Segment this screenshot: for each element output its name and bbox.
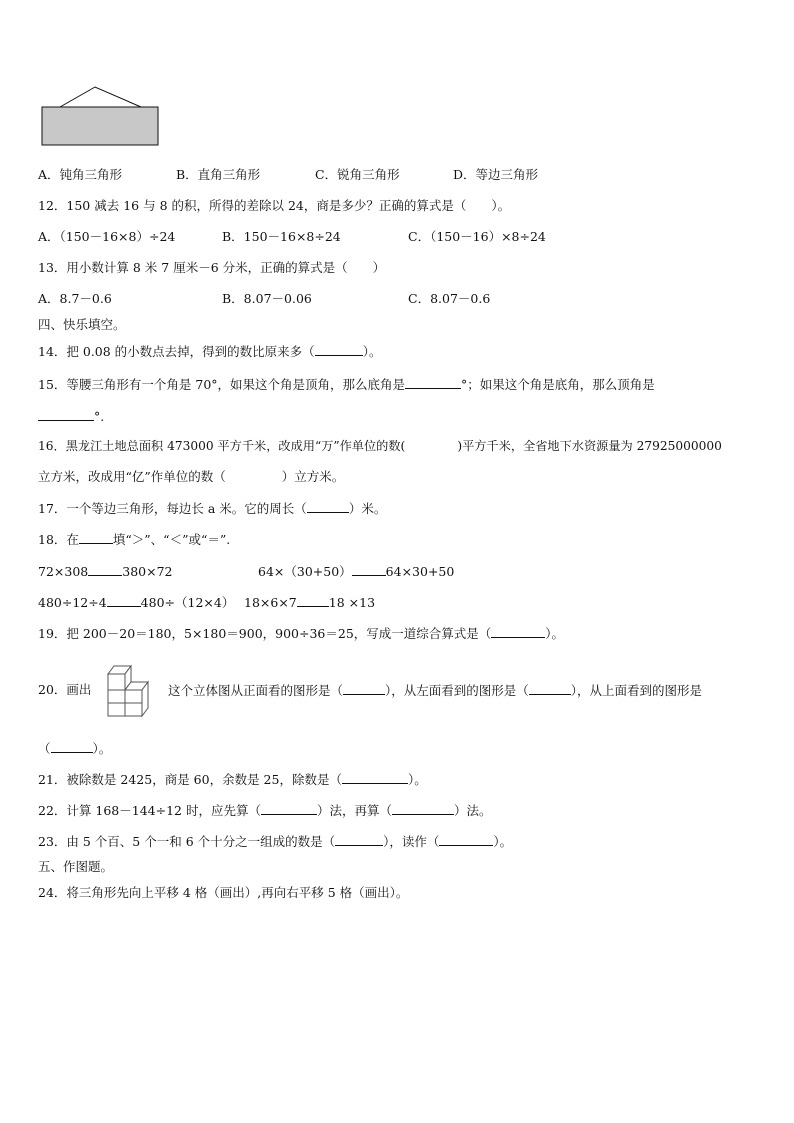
cube-stack-figure	[104, 662, 156, 718]
triangle-outline	[60, 87, 141, 107]
q16-text-d: ）立方米。	[281, 469, 345, 484]
q20-question-line1	[168, 682, 702, 699]
q17-blank[interactable]	[307, 500, 349, 513]
q13-option-a: A．8.7－0.6	[38, 291, 112, 306]
q12-question: 12．150 减去 16 与 8 的积，所得的差除以 24，商是多少？正确的算式是（ ）。	[38, 198, 511, 213]
q16-question-line2	[38, 469, 344, 485]
q15-text-c: °.	[94, 409, 105, 424]
q16-question-line1	[38, 438, 722, 454]
q20-paren-open: （	[38, 741, 51, 756]
q16-text-c: 立方米，改成用“亿”作单位的数（	[38, 469, 226, 484]
q13-question: 13．用小数计算 8 米 7 厘米－6 分米，正确的算式是（ ）	[38, 260, 386, 275]
q20-text-b: 这个立体图从正面看的图形是（	[168, 683, 344, 698]
q23-question	[38, 833, 512, 850]
q12-option-c: C．（150－16）×8÷24	[408, 229, 546, 244]
q12-option-b: B．150－16×8÷24	[222, 229, 341, 244]
q13-option-c: C．8.07－0.6	[408, 291, 491, 306]
q15-text-a: 15．等腰三角形有一个角是 70°，如果这个角是顶角，那么底角是	[38, 377, 406, 392]
q18-blank-3[interactable]	[107, 594, 141, 607]
q19-text-b: ）。	[545, 626, 565, 641]
q18-expr-2b: 480÷（12×4）	[140, 595, 235, 610]
q15-blank-2[interactable]	[38, 408, 94, 421]
q18-question	[38, 531, 230, 548]
q11-option-d: D．等边三角形	[453, 167, 539, 182]
q20-question-line2	[38, 740, 111, 757]
q20-text-d: ），从上面看到的图形是	[570, 683, 703, 698]
q14-question	[38, 343, 381, 360]
q18-expr-2a: 480÷12÷4	[38, 595, 107, 610]
q19-question	[38, 625, 564, 642]
q20-blank-left[interactable]	[529, 682, 571, 695]
q18-blank-example	[79, 531, 113, 544]
q15-text-b: °；如果这个角是底角，那么顶角是	[461, 377, 655, 392]
q23-text-c: ）。	[493, 834, 513, 849]
q18-expr-1b: 380×72	[122, 564, 173, 579]
q18-expr-1c: 64×（30+50）	[258, 564, 352, 579]
q23-blank-1[interactable]	[335, 833, 383, 846]
q18-text-a: 18．在	[38, 532, 79, 547]
triangle-rectangle-figure	[38, 84, 162, 150]
q18-expr-2c: 18×6×7	[244, 595, 297, 610]
q17-text-b: ）米。	[348, 501, 387, 516]
q18-blank-4[interactable]	[297, 594, 329, 607]
q21-question	[38, 771, 427, 788]
gray-rectangle	[42, 107, 158, 145]
q24-question: 24．将三角形先向上平移 4 格（画出）,再向右平移 5 格（画出）。	[38, 885, 409, 900]
q21-blank[interactable]	[342, 771, 408, 784]
q11-option-c: C．锐角三角形	[315, 167, 400, 182]
q23-text-b: ），读作（	[383, 834, 440, 849]
q22-question	[38, 802, 491, 819]
q22-blank-1[interactable]	[261, 802, 317, 815]
q18-expr-2d: 18 ×13	[328, 595, 376, 610]
q18-row2-right	[244, 594, 375, 611]
q23-blank-2[interactable]	[439, 833, 493, 846]
q22-text-c: ）法。	[453, 803, 492, 818]
q22-blank-2[interactable]	[392, 802, 454, 815]
q12-option-a: A．（150－16×8）÷24	[38, 229, 176, 244]
q18-row2-left	[38, 594, 234, 611]
q14-text-b: ）。	[362, 344, 382, 359]
q16-text-a: 16．黑龙江土地总面积 473000 平方千米，改成用“万”作单位的数(	[38, 439, 406, 453]
q18-text-b: 填“＞”、“＜”或“＝”.	[112, 532, 231, 547]
q19-text-a: 19．把 200－20＝180，5×180＝900，900÷36＝25，写成一道综合算式是（	[38, 626, 492, 641]
q13-option-b: B．8.07－0.06	[222, 291, 312, 306]
q20-blank-front[interactable]	[343, 682, 385, 695]
q14-blank[interactable]	[315, 343, 363, 356]
section-4-heading: 四、快乐填空。	[38, 317, 126, 332]
q23-text-a: 23．由 5 个百、5 个一和 6 个十分之一组成的数是（	[38, 834, 336, 849]
q17-text-a: 17．一个等边三角形，每边长 a 米。它的周长（	[38, 501, 307, 516]
q22-text-a: 22．计算 168－144÷12 时，应先算（	[38, 803, 261, 818]
q14-text-a: 14．把 0.08 的小数点去掉，得到的数比原来多（	[38, 344, 315, 359]
q11-option-b: B．直角三角形	[176, 167, 261, 182]
q22-text-b: ）法，再算（	[316, 803, 392, 818]
section-5-heading: 五、作图题。	[38, 859, 114, 874]
q20-text-c: ），从左面看到的图形是（	[385, 683, 529, 698]
q20-paren-close: ）。	[92, 741, 112, 756]
q19-blank[interactable]	[491, 625, 545, 638]
q21-text-b: ）。	[407, 772, 427, 787]
q11-option-a: A．钝角三角形	[38, 167, 123, 182]
q20-blank-top[interactable]	[51, 740, 93, 753]
q15-question-line1	[38, 376, 655, 393]
q15-blank-1[interactable]	[405, 376, 461, 389]
q17-question	[38, 500, 386, 517]
q18-row1-right	[258, 563, 454, 580]
q18-expr-1d: 64×30+50	[385, 564, 455, 579]
q18-expr-1a: 72×308	[38, 564, 89, 579]
q16-text-b: )平方千米，全省地下水资源量为 27925000000	[457, 439, 722, 453]
q18-row1-left	[38, 563, 173, 580]
q20-text-a: 20．画出	[38, 682, 92, 697]
q18-blank-1[interactable]	[88, 563, 122, 576]
q21-text-a: 21．被除数是 2425，商是 60，余数是 25，除数是（	[38, 772, 342, 787]
q15-question-line2	[38, 408, 104, 425]
q18-blank-2[interactable]	[352, 563, 386, 576]
